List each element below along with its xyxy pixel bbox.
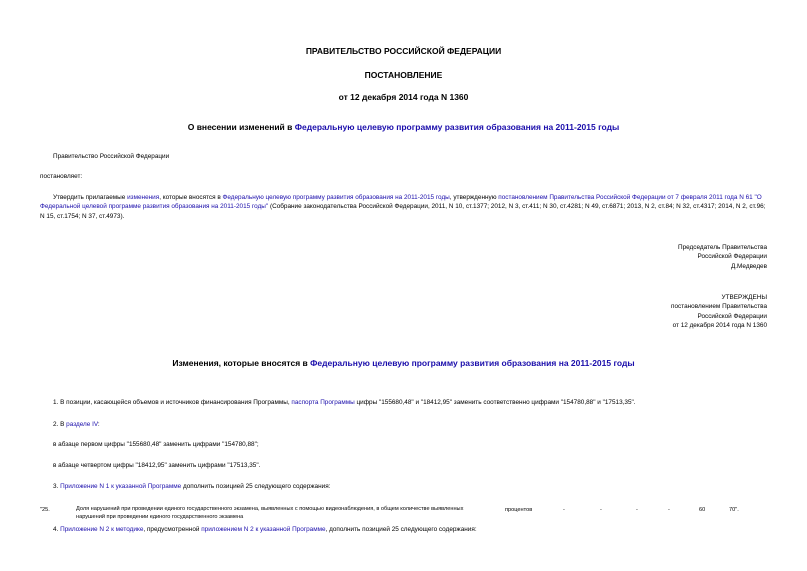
- preamble-paragraph: [40, 193, 768, 221]
- table-row-v6: 70".: [729, 507, 739, 513]
- table-row-v2: -: [600, 507, 602, 513]
- program-link[interactable]: Федеральную целевую программу развития образования на 2011-2015 годы: [222, 194, 450, 201]
- program-link[interactable]: Федеральную целевую программу развития образования на 2011-2015 годы: [310, 358, 635, 368]
- text: 3.: [53, 483, 61, 490]
- resolution-link[interactable]: постановлением Правительства Российской Федерации от 7 февраля 2011 года N 61 "О Федеральной целевой программе развития образования на 2011-2015 годы": [40, 194, 762, 211]
- signature-name: Д.Медведев: [730, 262, 767, 270]
- changes-title-prefix: Изменения, которые вносятся в: [172, 358, 311, 368]
- text: Утвердить прилагаемые: [53, 194, 128, 201]
- table-row-v4: -: [668, 507, 670, 513]
- changes-title: [0, 358, 807, 368]
- text: 4.: [53, 526, 61, 533]
- item-2-sub-1: в абзаце первом цифры "155680,48" заменить цифрами "154780,88";: [53, 441, 259, 448]
- approved-block: [671, 293, 767, 330]
- text: , дополнить позицией 25 следующего содержания:: [325, 526, 477, 533]
- text: , утвержденную: [449, 194, 499, 201]
- table-row-v5: 60: [699, 507, 706, 513]
- approved-label: УТВЕРЖДЕНЫ: [721, 294, 767, 301]
- table-row-description: Доля нарушений при проведении единого государственного экзамена, выявленных с помощью видеонаблюдения, в общем количестве выявленных нарушений при проведении единого государственного экзамена: [76, 506, 464, 520]
- passport-link[interactable]: паспорта Программы: [291, 399, 355, 406]
- preamble-decrees: постановляет:: [40, 173, 83, 180]
- methodology-appendix-link[interactable]: Приложение N 2 к методике: [60, 526, 144, 533]
- title-prefix: О внесении изменений в: [187, 122, 295, 132]
- text: 2. В: [53, 421, 67, 428]
- text: (Собрание законодательства Российской Федерации, 2011, N 10, ст.1377; 2012, N 3, ст.411; N 30, ст.4281; N 49, ст.6871; 2013, N 2, ст.84; N 32, ст.4317; 2014, N 2, ст.96; N 15, ст.1754; N 37, ст.4973).: [40, 203, 766, 220]
- approved-date: от 12 декабря 2014 года N 1360: [672, 321, 767, 329]
- signature-org: Российской Федерации: [697, 253, 767, 261]
- approved-org: Российской Федерации: [697, 312, 767, 320]
- program-link[interactable]: Федеральную целевую программу развития образования на 2011-2015 годы: [294, 122, 620, 132]
- appendix-2-link[interactable]: приложением N 2 к указанной Программе: [201, 526, 326, 533]
- preamble-government: Правительство Российской Федерации: [53, 153, 170, 160]
- document-title: [0, 122, 807, 132]
- table-row-v3: -: [636, 507, 638, 513]
- table-row-v1: -: [563, 507, 565, 513]
- approved-by: постановлением Правительства: [671, 303, 767, 311]
- table-row-unit: процентов: [505, 507, 533, 513]
- text: :: [97, 421, 100, 428]
- item-1: [53, 398, 636, 407]
- signature-title: Председатель Правительства: [678, 244, 767, 251]
- government-heading: ПРАВИТЕЛЬСТВО РОССИЙСКОЙ ФЕДЕРАЦИИ: [305, 46, 502, 56]
- appendix-1-link[interactable]: Приложение N 1 к указанной Программе: [60, 483, 182, 490]
- text: 1. В позиции, касающейся объемов и источников финансирования Программы,: [53, 399, 292, 406]
- text: , которые вносятся в: [159, 194, 223, 201]
- item-4: [53, 525, 477, 534]
- text: дополнить позицией 25 следующего содержания:: [181, 483, 331, 490]
- item-2: [53, 420, 100, 429]
- text: цифры "155680,48" и "18412,95" заменить соответственно цифрами "154780,88" и "17513,35".: [354, 399, 636, 406]
- signature-block: [678, 243, 767, 271]
- section-iv-link[interactable]: разделе IV: [66, 421, 98, 428]
- text: , предусмотренной: [143, 526, 202, 533]
- document-date-number: от 12 декабря 2014 года N 1360: [338, 92, 469, 102]
- table-row-num: "25.: [40, 507, 50, 513]
- document-type: ПОСТАНОВЛЕНИЕ: [364, 70, 443, 80]
- item-2-sub-2: в абзаце четвертом цифры "18412,95" заменить цифрами "17513,35".: [53, 462, 261, 469]
- item-3: [53, 482, 330, 491]
- changes-link[interactable]: изменения: [127, 194, 160, 201]
